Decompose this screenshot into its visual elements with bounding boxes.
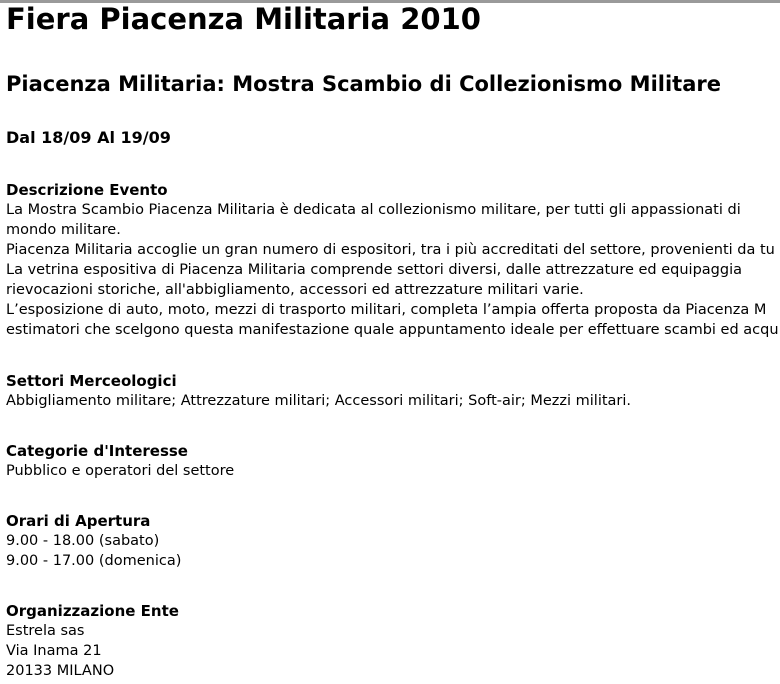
categories-text: Pubblico e operatori del settore — [6, 463, 235, 479]
organizer-heading: Organizzazione Ente — [6, 602, 179, 620]
hours-saturday: 9.00 - 18.00 (sabato) — [6, 533, 160, 549]
page-subtitle: Piacenza Militaria: Mostra Scambio di Collezionismo Militare — [6, 72, 721, 96]
organizer-city: 20133 MILANO — [6, 663, 115, 679]
sectors-section — [6, 371, 631, 411]
description-line: La vetrina espositiva di Piacenza Militaria comprende settori diversi, dalle attrezzature ed equipaggia — [6, 262, 742, 278]
categories-section — [6, 441, 234, 481]
page-title: Fiera Piacenza Militaria 2010 — [6, 2, 481, 36]
sectors-heading: Settori Merceologici — [6, 372, 177, 390]
event-dates: Dal 18/09 Al 19/09 — [6, 128, 171, 147]
hours-heading: Orari di Apertura — [6, 512, 151, 530]
description-section — [6, 180, 779, 340]
organizer-street: Via Inama 21 — [6, 643, 102, 659]
description-heading: Descrizione Evento — [6, 181, 168, 199]
categories-heading: Categorie d'Interesse — [6, 442, 188, 460]
description-line: Piacenza Militaria accoglie un gran numero di espositori, tra i più accreditati del settore, provenienti da tu — [6, 242, 775, 258]
sectors-text: Abbigliamento militare; Attrezzature militari; Accessori militari; Soft-air; Mezzi militari. — [6, 393, 632, 409]
description-line: mondo militare. — [6, 222, 121, 238]
hours-sunday: 9.00 - 17.00 (domenica) — [6, 553, 182, 569]
description-line: estimatori che scelgono questa manifestazione quale appuntamento ideale per effettuare scambi ed acqu — [6, 322, 779, 338]
description-line: rievocazioni storiche, all'abbigliamento, accessori ed attrezzature militari varie. — [6, 282, 584, 298]
description-line: La Mostra Scambio Piacenza Militaria è dedicata al collezionismo militare, per tutti gli appassionati di — [6, 202, 741, 218]
organizer-section — [6, 601, 179, 681]
hours-section — [6, 511, 181, 571]
organizer-name: Estrela sas — [6, 623, 85, 639]
description-line: L’esposizione di auto, moto, mezzi di trasporto militari, completa l’ampia offerta proposta da Piacenza M — [6, 302, 767, 318]
